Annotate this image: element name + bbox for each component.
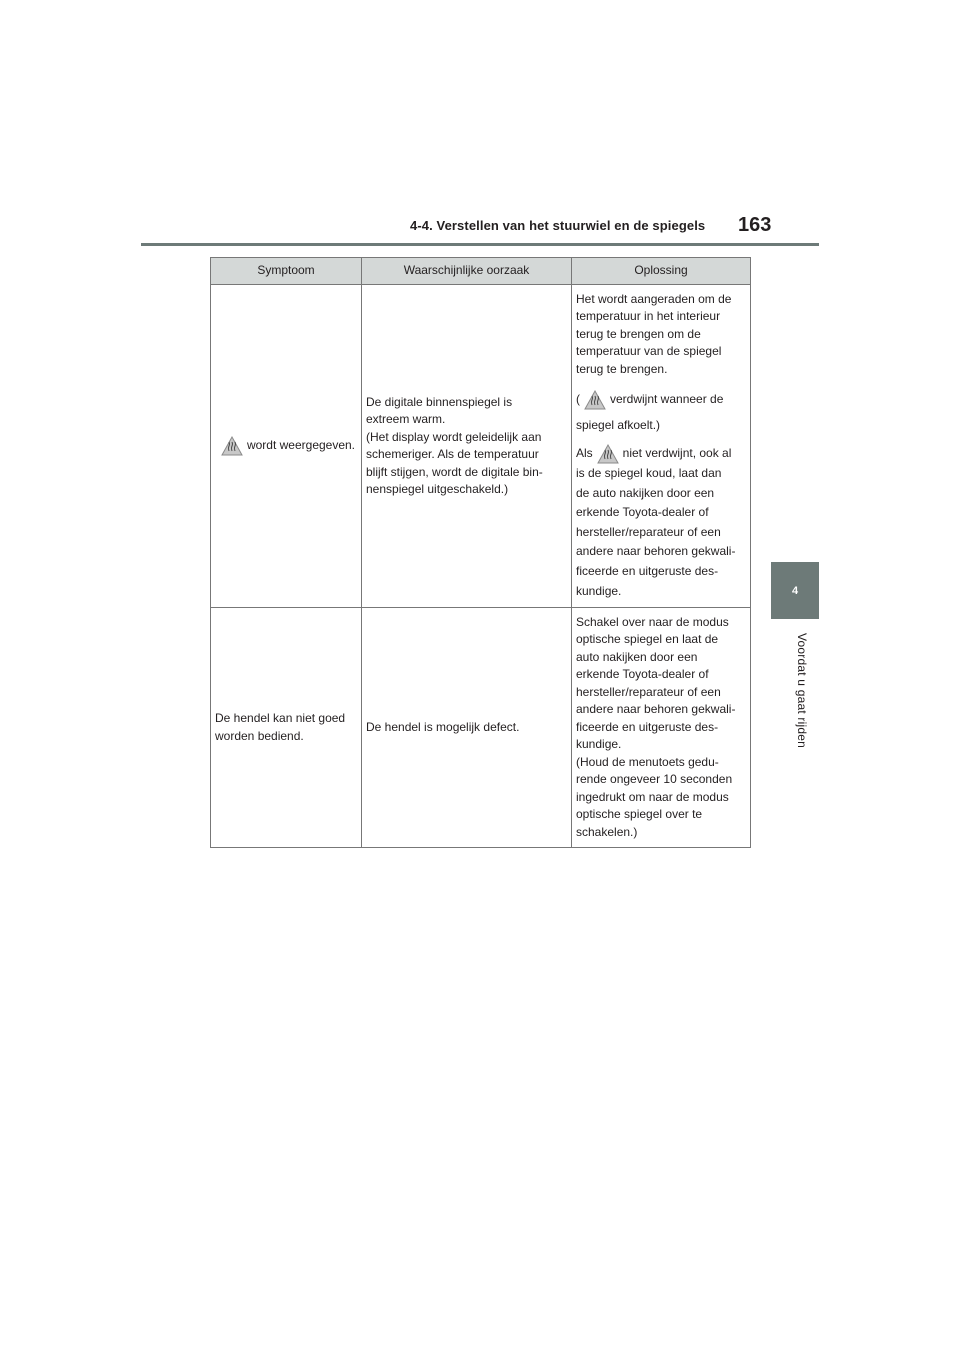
chapter-label: Voordat u gaat rijden (795, 633, 809, 748)
solution-line: kundige. (576, 737, 622, 752)
solution-line: auto nakijken door een (576, 649, 698, 664)
cause-line: De digitale binnenspiegel is (366, 394, 513, 409)
solution-line: hersteller/reparateur of een (576, 684, 721, 699)
table-header-row (211, 258, 751, 285)
table-row (211, 285, 751, 608)
solution-line: temperatuur van de spiegel (576, 344, 722, 359)
cause-line: (Het display wordt geleidelijk aan (366, 429, 542, 444)
section-title: 4-4. Verstellen van het stuurwiel en de spiegels (410, 218, 706, 233)
cause-line: extreem warm. (366, 412, 446, 426)
solution-line: ficeerde en uitgeruste des- (576, 563, 719, 578)
cause-line: blijft stijgen, wordt de digitale bin- (366, 464, 543, 479)
solution-line: terug te brengen om de (576, 326, 701, 341)
symptom-cell (211, 608, 362, 848)
solution-icon-line (576, 390, 746, 410)
solution-line: de auto nakijken door een (576, 485, 715, 500)
solution-line: hersteller/reparateur of een (576, 524, 721, 539)
solution-line: erkende Toyota-dealer of (576, 667, 709, 682)
symptom-text: wordt weergegeven. (246, 438, 356, 453)
symptom-cell (211, 285, 362, 608)
solution-cell (572, 608, 751, 848)
mirror-heat-warning-icon (221, 436, 243, 456)
cause-text: De hendel is mogelijk defect. (366, 719, 520, 734)
solution-line: ingedrukt om naar de modus (576, 789, 729, 804)
solution-cell (572, 285, 751, 608)
page-number: 163 (738, 214, 772, 236)
column-header-cause: Waarschijnlijke oorzaak (362, 258, 572, 285)
cause-cell (362, 608, 572, 848)
solution-line: Schakel over naar de modus (576, 614, 729, 629)
chapter-tab (771, 562, 819, 619)
solution-icon-suffix: verdwijnt wanneer de (610, 392, 724, 407)
solution-line: rende ongeveer 10 seconden (576, 772, 733, 787)
solution-line: andere naar behoren gekwali- (576, 544, 736, 559)
solution-als-line (576, 444, 746, 464)
solution-line: ficeerde en uitgeruste des- (576, 719, 719, 734)
solution-line: schakelen.) (576, 824, 638, 839)
column-header-solution: Oplossing (572, 258, 751, 285)
cause-line: nenspiegel uitgeschakeld.) (366, 482, 509, 496)
column-header-symptom: Symptoom (211, 258, 362, 285)
solution-line: temperatuur in het interieur (576, 309, 721, 324)
solution-line: optische spiegel en laat de (576, 632, 719, 647)
troubleshooting-table (210, 257, 751, 848)
solution-line: Het wordt aangeraden om de (576, 291, 732, 306)
solution-line: kundige. (576, 583, 622, 598)
symptom-line: worden bediend. (215, 728, 304, 743)
cause-cell (362, 285, 572, 608)
solution-als-suffix: niet verdwijnt, ook al (622, 446, 732, 461)
solution-als-prefix: Als (576, 446, 593, 461)
symptom-line: De hendel kan niet goed (215, 711, 346, 725)
solution-icon-prefix: ( (576, 392, 580, 407)
chapter-number: 4 (791, 584, 799, 597)
solution-line: optische spiegel over te (576, 807, 703, 822)
solution-line: is de spiegel koud, laat dan (576, 465, 722, 480)
header-divider (141, 243, 819, 246)
solution-line: (Houd de menutoets gedu- (576, 754, 719, 769)
mirror-heat-warning-icon (584, 390, 606, 410)
mirror-heat-warning-icon (597, 444, 619, 464)
cause-line: schemeriger. Als de temperatuur (366, 447, 539, 461)
table-row (211, 608, 751, 848)
solution-line: terug te brengen. (576, 361, 668, 376)
solution-line: andere naar behoren gekwali- (576, 702, 736, 717)
solution-line: erkende Toyota-dealer of (576, 505, 709, 520)
solution-line: spiegel afkoelt.) (576, 418, 661, 433)
